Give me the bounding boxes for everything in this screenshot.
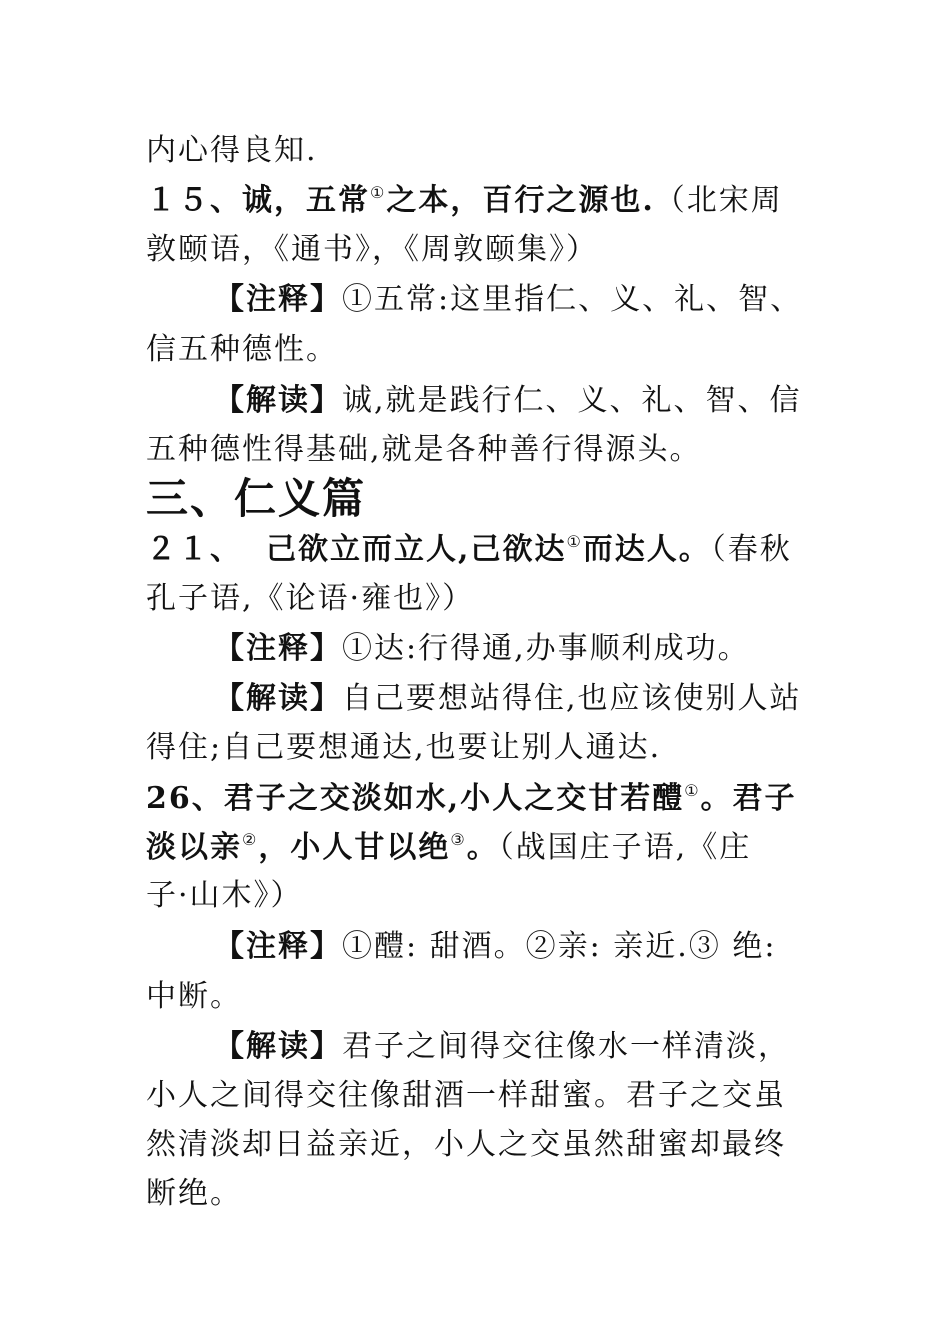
item-15-reading-cont [146,430,806,470]
item-26-heading-cont [146,828,806,868]
source-text: （北宋周 [654,183,783,218]
footnote-marker: ① [684,781,701,800]
item-15-note-cont [146,330,806,370]
reading-text: 得住;自己要想通达,也要让别人通达. [146,730,662,765]
footnote-marker: ③ [450,830,467,849]
item-26-note-cont [146,977,806,1017]
note-text: ①醴: 甜酒。②亲: 亲近.③ 绝: [342,929,777,964]
reading-text: 五种德性得基础,就是各种善行得源头。 [146,432,702,467]
item-number: ２１、 [146,532,242,567]
item-15-source [146,230,806,270]
note-text: ①五常:这里指仁、义、礼、智、 [342,282,803,317]
reading-text: 断绝。 [146,1176,242,1211]
source-text: （战国庄子语,《庄 [498,830,752,865]
item-15-note [214,280,806,320]
note-text: 中断。 [146,979,242,1014]
quote-text: 诚，五常 [242,183,370,218]
item-21-source [146,579,806,619]
item-26-reading [214,1027,806,1067]
item-26-reading-cont [146,1174,806,1214]
quote-text: 己欲立而立人,己欲达 [266,532,567,567]
quote-text: 26、君子之交淡如水,小人之交甘若醴 [146,781,685,816]
footnote-marker: ① [566,532,583,551]
reading-label: 【解读】 [214,1029,342,1064]
quote-text: ，小人甘以绝 [258,830,451,865]
footnote-marker: ① [370,183,387,202]
note-label: 【注释】 [214,631,342,666]
reading-text: 然清淡却日益亲近，小人之交虽然甜蜜却最终 [146,1127,786,1162]
section-title: 三、仁义篇 [146,474,367,523]
quote-text: 淡以亲 [146,830,242,865]
reading-text: 君子之间得交往像水一样清淡， [342,1029,790,1064]
source-text: 子·山木》） [146,878,303,913]
item-26-reading-cont [146,1076,806,1116]
item-26-source [146,876,806,916]
reading-text: 自己要想站得住,也应该使别人站 [342,681,802,716]
item-21-reading [214,679,806,719]
item-21-heading [146,530,806,570]
item-21-reading-cont [146,728,806,768]
note-text: 信五种德性。 [146,332,338,367]
note-text: ①达:行得通,办事顺利成功。 [342,631,750,666]
item-26-heading [146,779,806,819]
quote-text: 之本，百行之源也. [386,183,655,218]
item-21-note [214,629,806,669]
item-26-reading-cont [146,1125,806,1165]
note-label: 【注释】 [214,282,342,317]
quote-text: 。 [466,830,499,865]
reading-text: 诚,就是践行仁、义、礼、智、信 [342,383,802,418]
item-15-heading [146,181,806,221]
source-text: 孔子语,《论语·雍也》） [146,581,475,616]
item-15-reading [214,381,806,421]
item-number: １５、 [146,183,242,218]
intro-tail [146,131,806,171]
source-text: 敦颐语，《通书》，《周敦颐集》） [146,232,598,267]
quote-text: 而达人。 [582,532,711,567]
source-text: （春秋 [710,532,792,567]
quote-text: 。君子 [700,781,797,816]
intro-tail-text: 内心得良知. [146,133,318,168]
reading-label: 【解读】 [214,681,342,716]
reading-text: 小人之间得交往像甜酒一样甜蜜。君子之交虽 [146,1078,786,1113]
item-26-note [214,927,806,967]
footnote-marker: ② [242,830,259,849]
note-label: 【注释】 [214,929,342,964]
reading-label: 【解读】 [214,383,342,418]
